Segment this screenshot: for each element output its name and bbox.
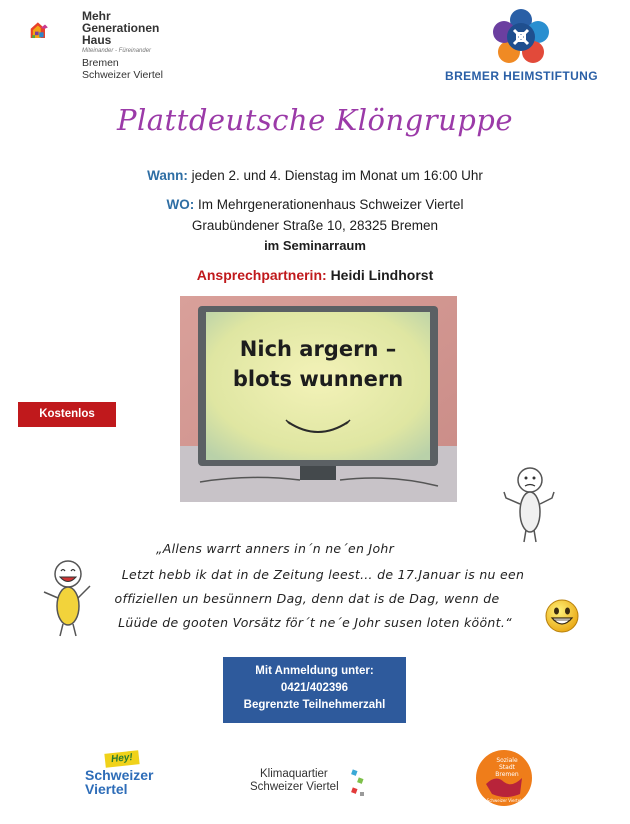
soziale-stadt-logo [474, 748, 534, 808]
mgh-logo-location: Bremen Schweizer Viertel [82, 57, 163, 81]
where-line-1 [0, 197, 630, 212]
sign-text-line-2: blots wunnern [232, 367, 404, 391]
registration-line-3: Begrenzte Teilnehmerzahl [243, 699, 386, 711]
svg-text:Soziale: Soziale [496, 757, 518, 764]
heimstiftung-emblem-icon [492, 8, 550, 66]
where-line-2: Graubündener Straße 10, 28325 Bremen [191, 218, 439, 233]
where-label: WO: [166, 197, 195, 212]
page-title: Plattdeutsche Klöngruppe [116, 103, 514, 137]
shrug-figure-icon [500, 466, 558, 546]
mgh-logo-text: Mehr Generationen Haus [82, 9, 160, 47]
mehrgenerationenhaus-logo [30, 10, 80, 60]
quote-line-2: Letzt hebb ik dat in de Zeitung leest… de 17.Januar is nu een [121, 567, 525, 582]
when-label: Wann: [147, 168, 188, 183]
quote-line-3: offiziellen un besünnern Dag, denn dat is de Dag, wenn de [114, 591, 500, 606]
happy-figure-icon [36, 558, 96, 640]
sign-photo [180, 296, 457, 502]
mgh-logo-tagline: Miteinander - Füreinander [82, 48, 152, 54]
where-text-1: Im Mehrgenerationenhaus Schweizer Viertel [198, 197, 464, 212]
contact-name: Heidi Lindhorst [330, 267, 434, 283]
where-line-3: im Seminarraum [264, 238, 366, 253]
svg-text:Schweizer Viertel: Schweizer Viertel [486, 798, 522, 803]
smiley-emoji-icon [544, 598, 580, 634]
contact-line [0, 267, 630, 283]
heimstiftung-name: BREMER HEIMSTIFTUNG [445, 69, 598, 83]
registration-line-1: Mit Anmeldung unter: [255, 665, 374, 677]
hey-schweizer-viertel-logo: Hey! Schweizer Viertel [85, 751, 154, 797]
contact-label: Ansprechpartnerin: [196, 267, 327, 283]
registration-phone: 0421/402396 [280, 682, 349, 694]
registration-box [223, 657, 406, 723]
quote-line-4: Lüüde de gooten Vorsätz för´t ne´e Johr susen loten köönt.“ [118, 615, 512, 630]
svg-text:Bremen: Bremen [495, 771, 519, 778]
sign-text-line-1: Nich argern – [239, 337, 397, 361]
when-text: jeden 2. und 4. Dienstag im Monat um 16:00 Uhr [191, 168, 483, 183]
svg-text:Stadt: Stadt [499, 764, 515, 771]
klimaquartier-logo: Klimaquartier Schweizer Viertel [250, 768, 339, 793]
quote-line-1: „Allens warrt anners in´n ne´en Johr [155, 541, 395, 556]
klimaquartier-mark-icon [348, 768, 368, 800]
kostenlos-badge: Kostenlos [18, 402, 116, 427]
when-line [0, 168, 630, 183]
